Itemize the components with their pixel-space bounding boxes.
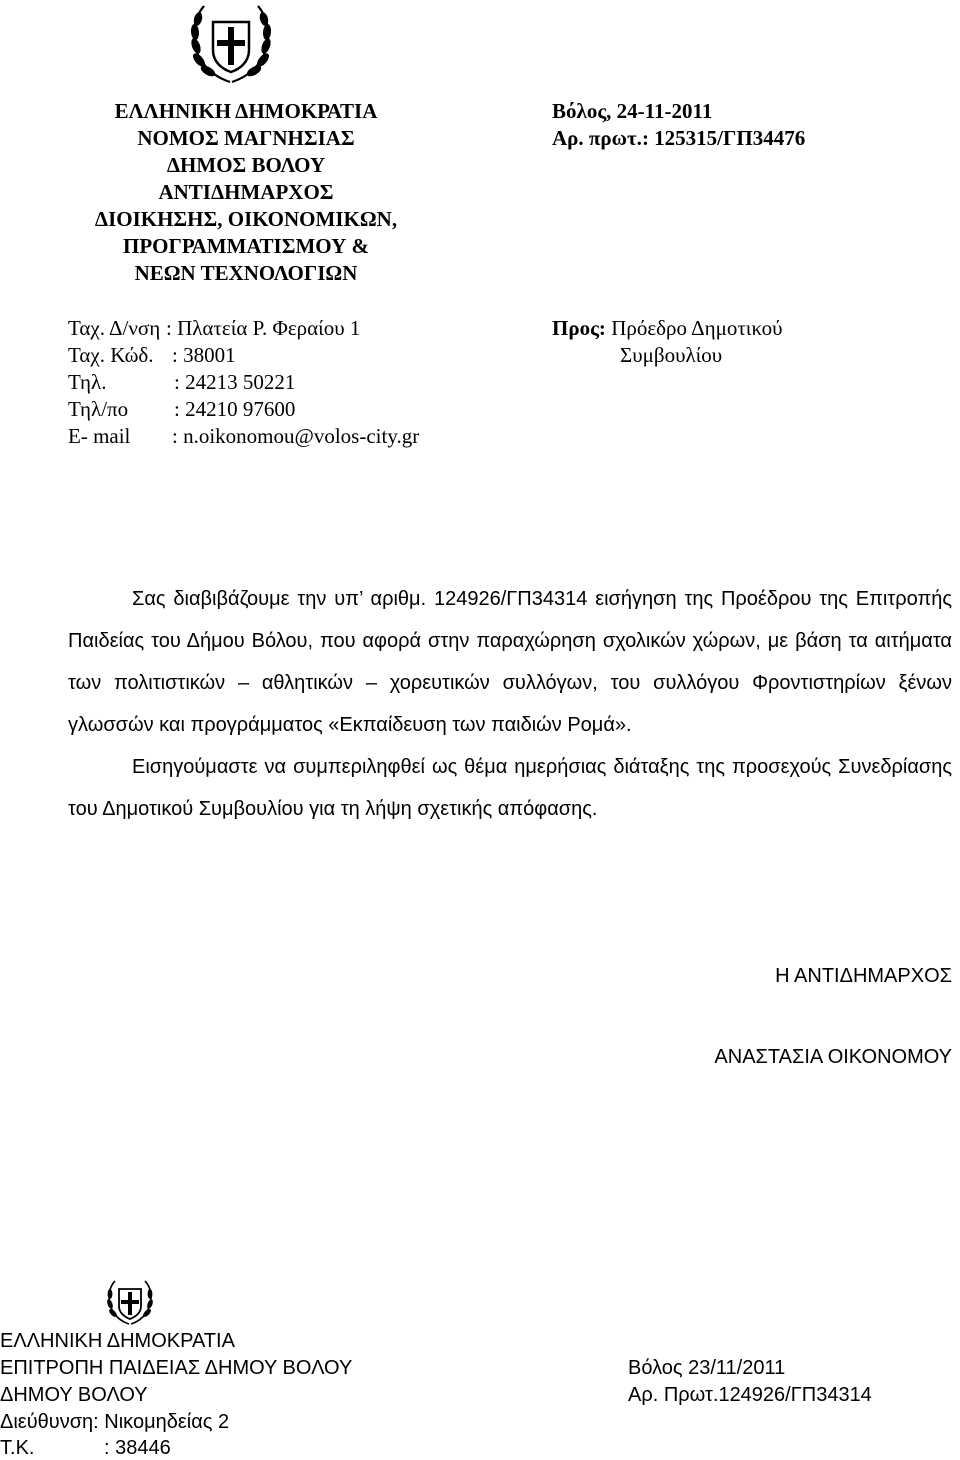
second-doc-postcode-value: : 38446 — [104, 1437, 171, 1459]
contact-value: : Πλατεία Ρ. Φεραίου 1 — [166, 316, 361, 340]
second-doc-line: ΕΛΛΗΝΙΚΗ ΔΗΜΟΚΡΑΤΙΑ — [0, 1330, 235, 1352]
second-doc-line: ΔΗΜΟΥ ΒΟΛΟΥ — [0, 1384, 148, 1406]
recipient-name-cont: Συμβουλίου — [620, 343, 723, 367]
second-doc-postcode-label: Τ.Κ. — [0, 1437, 35, 1459]
contact-label: Ταχ. Κώδ. — [68, 343, 154, 367]
issuer-line: ΑΝΤΙΔΗΜΑΡΧΟΣ — [158, 180, 334, 204]
second-doc-protocol: Αρ. Πρωτ.124926/ΓΠ34314 — [628, 1384, 872, 1406]
issuer-line: ΔΙΟΙΚΗΣΗΣ, ΟΙΚΟΝΟΜΙΚΩΝ, — [94, 207, 398, 231]
body-paragraph: Σας διαβιβάζουμε την υπ’ αριθμ. 124926/ΓΠ34314 εισήγηση της Προέδρου της Επιτροπής Παιδείας του Δήμου Βόλου, που αφορά στην παραχώρηση σχολικών χώρων, με βάση τα αιτήματα των πολιτιστικών – αθλητικών – χορευτικών συλλόγων, του συλλόγου Φροντιστηρίων ξένων γλωσσών και προγράμματος «Εκπαίδευση των παιδιών Ρομά». — [68, 588, 952, 736]
state-emblem-icon — [104, 1278, 156, 1328]
protocol-value: : 125315/ΓΠ34476 — [641, 126, 806, 150]
second-doc-line: Διεύθυνση: Νικομηδείας 2 — [0, 1411, 230, 1433]
letter-date: Βόλος, 24-11-2011 — [552, 99, 713, 123]
letter-body — [68, 578, 952, 830]
signer-title: Η ΑΝΤΙΔΗΜΑΡΧΟΣ — [775, 965, 952, 987]
contact-label: Τηλ. — [68, 370, 107, 394]
issuer-line: ΝΟΜΟΣ ΜΑΓΝΗΣΙΑΣ — [137, 126, 355, 150]
contact-label: Ταχ. Δ/νση — [68, 316, 161, 340]
second-doc-line: ΕΠΙΤΡΟΠΗ ΠΑΙΔΕΙΑΣ ΔΗΜΟΥ ΒΟΛΟΥ — [0, 1357, 353, 1379]
body-paragraph: Εισηγούμαστε να συμπεριληφθεί ως θέμα ημερήσιας διάταξης της προσεχούς Συνεδρίασης του Δημοτικού Συμβουλίου για τη λήψη σχετικής απόφασης. — [68, 756, 952, 820]
protocol-number — [552, 125, 805, 152]
issuer-line: ΕΛΛΗΝΙΚΗ ΔΗΜΟΚΡΑΤΙΑ — [114, 99, 378, 123]
issuer-line: ΔΗΜΟΣ ΒΟΛΟΥ — [166, 153, 326, 177]
protocol-label: Αρ. πρωτ. — [552, 126, 642, 150]
issuer-line: ΠΡΟΓΡΑΜΜΑΤΙΣΜΟΥ & — [123, 234, 369, 258]
issuer-line: ΝΕΩΝ ΤΕΧΝΟΛΟΓΙΩΝ — [134, 261, 358, 285]
contact-label: Τηλ/πο — [68, 397, 129, 421]
contact-value: : 38001 — [172, 343, 236, 367]
state-emblem-icon — [186, 2, 276, 88]
contact-value: : n.oikonomou@volos-city.gr — [172, 424, 420, 448]
recipient-name: Πρόεδρο Δημοτικού — [611, 316, 783, 340]
contact-value: : 24210 97600 — [174, 397, 296, 421]
second-doc-date: Βόλος 23/11/2011 — [628, 1357, 786, 1379]
recipient-label: Προς: — [552, 316, 606, 340]
contact-label: E- mail — [68, 424, 131, 448]
recipient-line — [552, 315, 782, 342]
contact-value: : 24213 50221 — [174, 370, 296, 394]
signer-name: ΑΝΑΣΤΑΣΙΑ ΟΙΚΟΝΟΜΟΥ — [714, 1046, 952, 1068]
